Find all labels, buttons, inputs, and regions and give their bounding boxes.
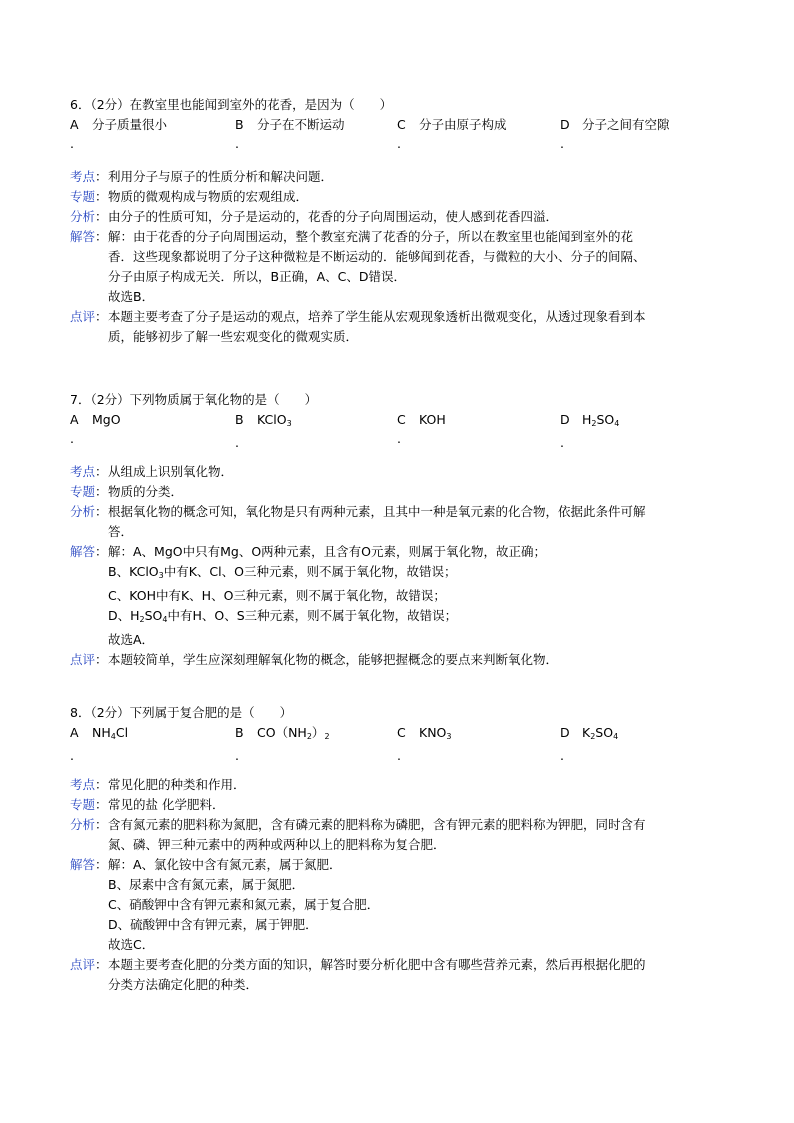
option-letter: A [70,725,79,740]
section-label: 考点： [70,464,108,479]
option-dot: . [70,431,74,446]
section-label: 点评： [70,652,108,667]
section-label: 解答： [70,544,108,559]
section-label: 解答： [70,229,108,244]
subscript: 3 [158,571,164,580]
subscript: 2 [590,732,596,741]
option-d: D 分子之间有空隙 . [560,117,670,151]
section-label: 专题： [70,797,108,812]
zhuanti-row: 专题： 常见的盐 化学肥料． [70,795,730,815]
option-d: D $K_2SO_4$ . [560,725,619,763]
option-b: B KClO$_3$ . [235,412,292,450]
subscript: 2 [139,615,145,624]
zhuanti-row: 专题： 物质的微观构成与物质的宏观组成． [70,187,730,207]
option-letter: B [235,117,244,132]
jieda-row: 解答： 解：A、氯化铵中含有氮元素，属于氮肥． B、尿素中含有氮元素，属于氮肥． C、硝酸钾中含有钾元素和氮元素，属于复合肥． D、硫酸钾中含有钾元素，属于钾肥． 故选C． [70,857,380,952]
option-dot: . [397,431,401,446]
question-8 [70,703,730,995]
question-7-stem: 7．（2分）下列物质属于氧化物的是（ ） [70,392,318,407]
option-letter: D [560,725,570,740]
kaodian-row: 考点： 常见化肥的种类和作用． [70,775,730,795]
subscript: 2 [306,732,312,741]
question-6-options [70,115,730,155]
subscript: 2 [591,419,597,428]
section-label: 专题： [70,189,108,204]
dianping-row: 点评： 本题较简单，学生应深刻理解氧化物的概念，能够把握概念的要点来判断氧化物． [70,650,730,670]
subscript: 4 [614,419,620,428]
question-8-options [70,723,730,763]
fenxi-row: 分析： 根据氧化物的概念可知，氧化物是只有两种元素，且其中一种是氧元素的化合物，依据此条件可解 答． [70,504,646,539]
option-dot: . [70,748,74,763]
section-label: 点评： [70,309,108,324]
section-label: 点评： [70,957,108,972]
subscript: 4 [613,732,619,741]
option-dot: . [70,136,74,151]
section-label: 分析： [70,817,108,832]
option-letter: C [397,117,406,132]
kaodian-row: 考点： 从组成上识别氧化物． [70,462,730,482]
jieda-row: 解答： 解：A、MgO中只有Mg、O两种元素，且含有O元素，则属于氧化物，故正确； B、KClO$_3$中有K、Cl、O三种元素，则不属于氧化物，故错误； C、KOH中有K、H、O三种元素，则不属于氧化物，故错误； D、$H_2SO_4$中有H、O、S三种元素，则不属于氧化物，故错误； 故选A． [70,544,547,647]
option-dot: . [235,748,239,763]
section-label: 考点： [70,169,108,184]
option-letter: B [235,725,244,740]
option-a: A $NH_4Cl$ . [70,725,129,763]
question-6-stem: 6．（2分）在教室里也能闻到室外的花香，是因为（ ） [70,97,393,112]
subscript: 2 [324,732,330,741]
option-letter: D [560,117,570,132]
fenxi-row: 分析： 含有氮元素的肥料称为氮肥，含有磷元素的肥料称为磷肥，含有钾元素的肥料称为钾肥，同时含有 氮、磷、钾三种元素中的两种或两种以上的肥料称为复合肥． [70,817,646,852]
fenxi-row: 分析： 由分子的性质可知，分子是运动的，花香的分子向周围运动，使人感到花香四溢． [70,207,730,227]
question-7 [70,390,730,670]
option-dot: . [560,136,564,151]
option-letter: D [560,412,570,427]
option-a: A 分子质量很小 . [70,117,168,151]
jieda-row: 解答： 解：由于花香的分子向周围运动，整个教室充满了花香的分子，所以在教室里也能闻到室外的花 香．这些现象都说明了分子这种微粒是不断运动的．能够闻到花香，与微粒的大小、分子的间隔、 分子由原子构成无关．所以，B正确，A、C、D错误． 故选B． [70,229,646,304]
section-label: 解答： [70,857,108,872]
subscript: 3 [286,419,292,428]
subscript: 4 [110,732,116,741]
kaodian-row: 考点： 利用分子与原子的性质分析和解决问题． [70,167,730,187]
dianping-row: 点评： 本题主要考查化肥的分类方面的知识，解答时要分析化肥中含有哪些营养元素，然后再根据化肥的 分类方法确定化肥的种类． [70,957,646,992]
question-8-analysis [70,775,730,995]
option-dot: . [397,748,401,763]
question-7-options [70,410,730,450]
question-6-analysis [70,167,730,347]
option-b: B 分子在不断运动 . [235,117,345,151]
option-dot: . [235,435,239,450]
option-b: B $CO(NH_2)_2$ . [235,725,330,763]
subscript: 3 [446,732,452,741]
section-label: 分析： [70,209,108,224]
option-dot: . [235,136,239,151]
section-label: 考点： [70,777,108,792]
option-letter: C [397,412,406,427]
question-7-analysis [70,462,730,670]
section-label: 分析： [70,504,108,519]
option-letter: B [235,412,244,427]
dianping-row: 点评： 本题主要考查了分子是运动的观点，培养了学生能从宏观现象透析出微观变化，从透过现象看到本 质，能够初步了解一些宏观变化的微观实质． [70,309,646,344]
option-c: C $KNO_3$ . [397,725,452,763]
option-letter: A [70,117,79,132]
option-letter: C [397,725,406,740]
option-dot: . [397,136,401,151]
question-8-stem: 8．（2分）下列属于复合肥的是（ ） [70,705,293,720]
option-dot: . [560,435,564,450]
option-dot: . [560,748,564,763]
option-c: C 分子由原子构成 . [397,117,507,151]
option-d: D $H_2SO_4$ . [560,412,620,450]
question-6 [70,95,730,347]
option-a: A MgO . [70,412,121,446]
subscript: 4 [162,615,168,624]
option-letter: A [70,412,79,427]
zhuanti-row: 专题： 物质的分类． [70,482,730,502]
option-c: C KOH . [397,412,446,446]
section-label: 专题： [70,484,108,499]
